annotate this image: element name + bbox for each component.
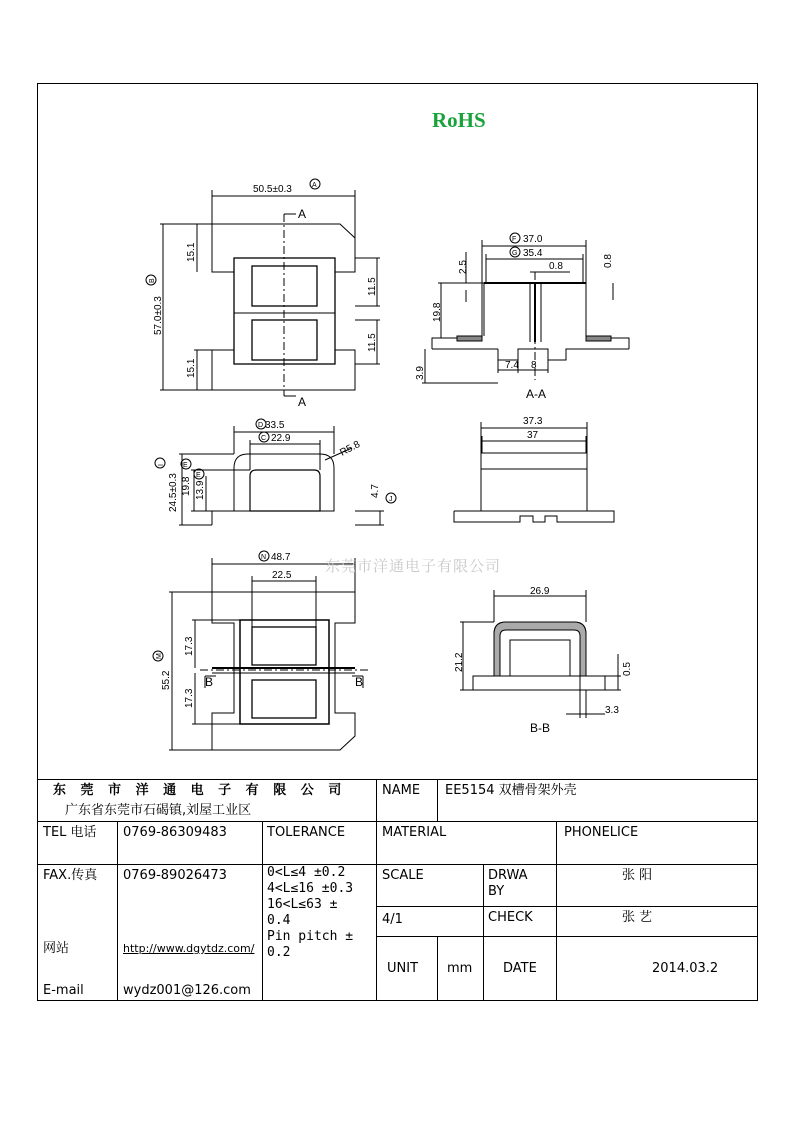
web-link-text[interactable]: http://www.dgytdz.com/ (123, 942, 255, 955)
dim-bottom-width: 48.7 (271, 552, 291, 563)
tel-label: TEL 电话 (43, 825, 97, 840)
company-address: 广东省东莞市石碣镇,刘屋工业区 (65, 803, 252, 818)
section-bb (460, 590, 621, 718)
drwaby-label-line2: BY (488, 884, 505, 899)
dim-bottom-lower: 17.3 (184, 688, 195, 708)
section-mark-top: A (298, 207, 307, 221)
dim-bb-flange: 3.3 (605, 705, 619, 716)
title-block (37, 779, 758, 1001)
phonelice-label: PHONELICE (564, 825, 639, 840)
dim-top-slot-lower: 11.5 (367, 333, 378, 352)
circle-d: D (258, 422, 264, 429)
date-label: DATE (503, 961, 537, 976)
section-b-right: B (355, 675, 364, 689)
company-name: 东 莞 市 洋 通 电 子 有 限 公 司 (53, 783, 347, 798)
tolerance-line: 0.4 (267, 913, 291, 928)
dim-side-outer: 37.3 (523, 416, 543, 427)
circle-n: N (261, 554, 267, 561)
dim-top-slot-upper: 11.5 (367, 277, 378, 296)
section-aa (422, 240, 629, 383)
dim-front-mid: 19.8 (181, 476, 192, 496)
circle-g: G (512, 250, 518, 257)
check-label: CHECK (488, 910, 533, 925)
name-value: EE5154 双槽骨架外壳 (445, 783, 577, 798)
scale-label: SCALE (382, 868, 424, 883)
web-link[interactable] (123, 941, 254, 957)
dim-front-base: 4.7 (370, 484, 381, 498)
dim-top-flange-lower: 15.1 (186, 358, 197, 378)
tolerance-line: Pin pitch ± (267, 929, 354, 944)
label-aa: A-A (526, 387, 547, 401)
name-label: NAME (382, 783, 421, 798)
circle-e2: E (196, 472, 201, 479)
drwaby-label (488, 868, 528, 900)
dim-aa-gap2: 8 (531, 360, 537, 371)
circle-m: M (156, 653, 163, 659)
dim-top-flange-upper: 15.1 (186, 242, 197, 262)
circle-i: I (158, 464, 165, 466)
dim-front-inner: 22.9 (271, 433, 291, 444)
dim-aa-base: 3.9 (415, 366, 426, 380)
dim-top-height: 57.0±0.3 (153, 296, 164, 335)
material-label: MATERIAL (382, 825, 447, 840)
dim-front-inner-h: 13.9 (195, 480, 206, 500)
drwaby-value: 张 阳 (622, 868, 653, 883)
section-b-left: B (205, 675, 214, 689)
email-label: E-mail (43, 983, 84, 998)
circle-f: F (512, 236, 517, 243)
bottom-view (169, 558, 368, 750)
check-value: 张 艺 (622, 910, 653, 925)
dim-front-total: 24.5±0.3 (168, 473, 179, 512)
tolerance-line: 16<L≤63 ± (267, 897, 338, 912)
tel-value: 0769-86309483 (123, 825, 227, 840)
email-value: wydz001@126.com (123, 983, 251, 998)
circle-c: C (261, 435, 267, 442)
tolerance-line: 0<L≤4 ±0.2 (267, 865, 346, 880)
scale-value: 4/1 (382, 912, 403, 927)
circle-a: A (312, 182, 317, 189)
dim-front-radius: R5.8 (338, 439, 363, 459)
circle-e: E (183, 462, 188, 469)
dim-aa-height: 19.8 (432, 302, 443, 322)
dim-bottom-upper: 17.3 (184, 636, 195, 656)
dim-bb-wall: 0.5 (622, 662, 633, 676)
dim-bb-width: 26.9 (530, 586, 550, 597)
tolerance-label: TOLERANCE (267, 825, 346, 840)
circle-j: J (389, 496, 393, 503)
section-mark-bottom: A (298, 395, 307, 409)
fax-label: FAX.传真 (43, 868, 98, 883)
tolerance-list (267, 865, 377, 961)
dim-bottom-inner: 22.5 (272, 570, 292, 581)
dim-aa-top: 2.5 (458, 260, 469, 274)
dim-aa-gap1: 7.4 (505, 360, 519, 371)
date-value: 2014.03.2 (652, 961, 719, 976)
label-bb: B-B (530, 721, 551, 735)
dim-bottom-height: 55.2 (161, 670, 172, 690)
unit-label: UNIT (387, 961, 419, 976)
tolerance-line: 4<L≤16 ±0.3 (267, 881, 354, 896)
dim-aa-wall: 0.8 (549, 261, 563, 272)
circle-b: B (149, 278, 156, 283)
tolerance-line: 0.2 (267, 945, 291, 960)
web-label: 网站 (43, 941, 70, 956)
watermark: 东莞市洋通电子有限公司 (325, 557, 502, 575)
dim-bb-height: 21.2 (454, 652, 465, 672)
dim-aa-wall-right: 0.8 (603, 254, 614, 268)
dim-aa-inner: 35.4 (523, 248, 543, 259)
dim-front-outer: 33.5 (265, 420, 285, 431)
dim-aa-outer: 37.0 (523, 234, 543, 245)
drwaby-label-line1: DRWA (488, 868, 528, 883)
unit-value: mm (447, 961, 473, 976)
dim-side-inner: 37 (527, 430, 539, 441)
fax-value: 0769-89026473 (123, 868, 227, 883)
dim-top-width: 50.5±0.3 (253, 184, 292, 195)
rohs-label: RoHS (432, 108, 486, 132)
